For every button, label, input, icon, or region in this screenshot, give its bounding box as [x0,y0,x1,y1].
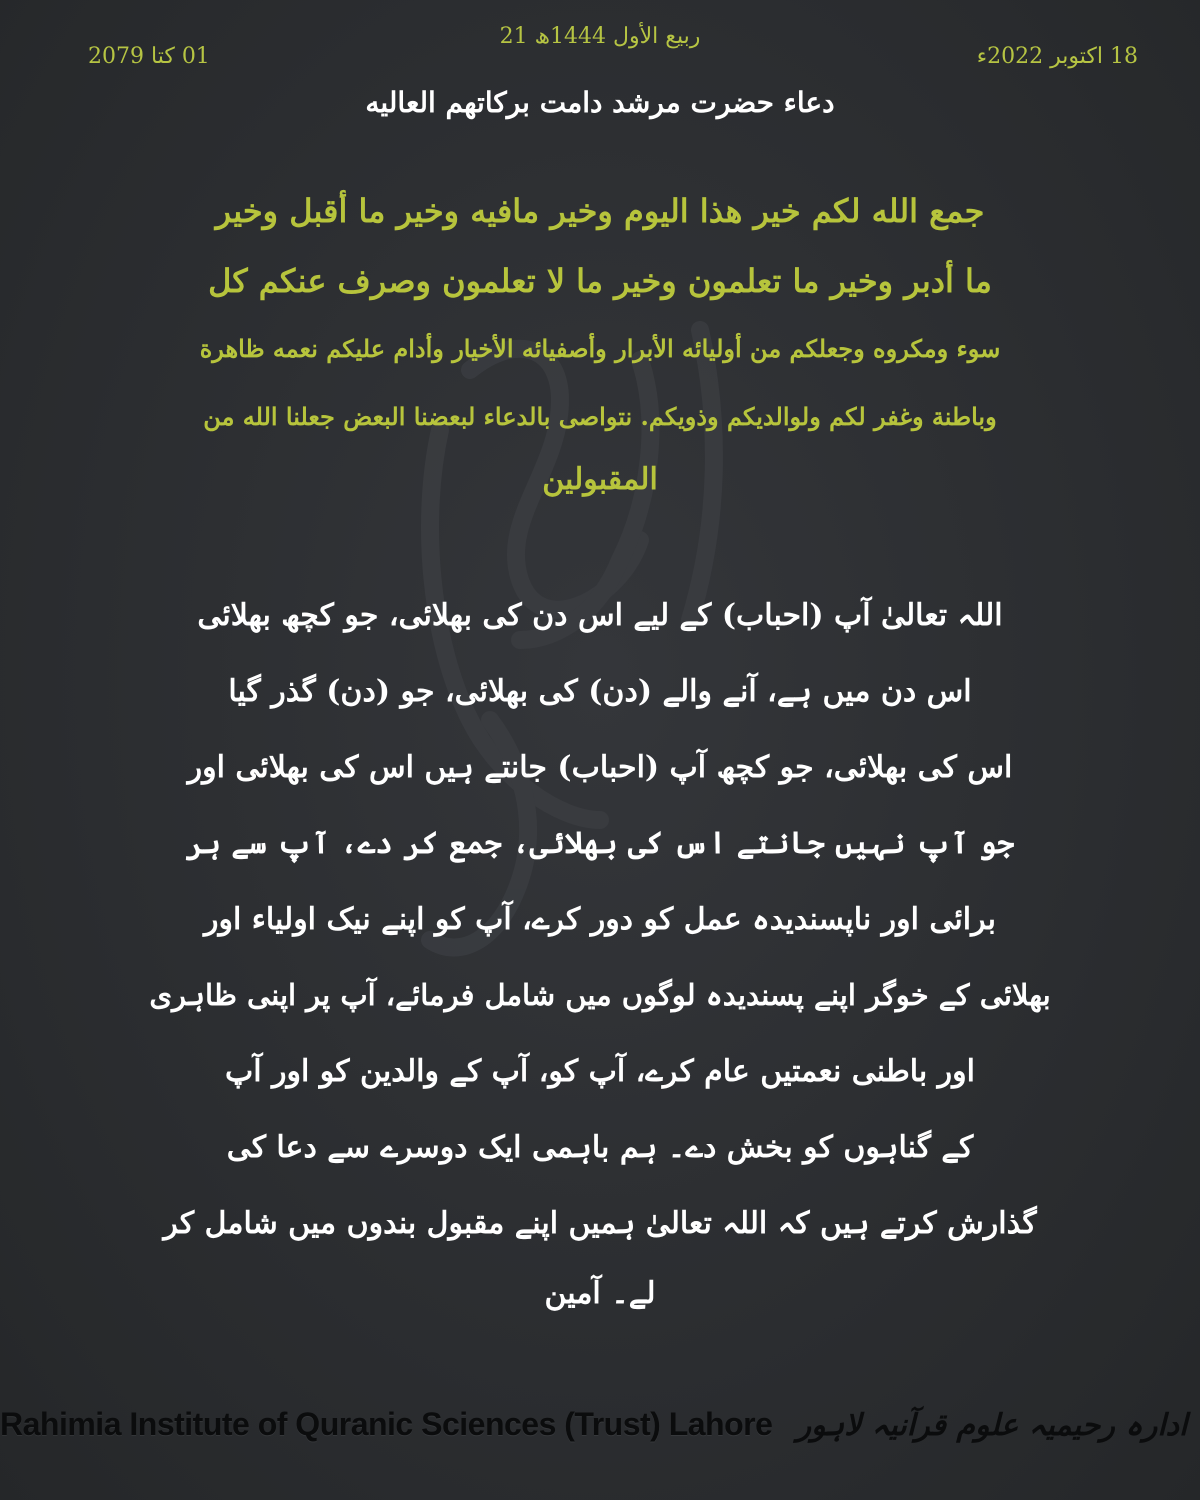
urdu-line: جو آپ نہیں جانتے اس کی بھلائی، جمع کر دے، آپ سے ہر [185,826,1015,861]
institute-name-english: Rahimia Institute of Quranic Sciences (Trust) Lahore [0,1406,773,1442]
institute-logo-text: ادارہ رحیمیہ علوم قرآنیہ لاہور [796,1408,1188,1443]
institute-logo [792,1398,1192,1468]
urdu-line: برائی اور ناپسندیدہ عمل کو دور کرے، آپ کو اپنے نیک اولیاء اور [204,902,996,937]
arabic-line: المقبولين [542,462,658,497]
urdu-line: اس دن میں ہے، آنے والے (دن) کی بھلائی، جو (دن) گذر گیا [228,674,972,709]
arabic-line: وباطنة وغفر لكم ولوالديكم وذويكم. نتواصى بالدعاء لبعضنا البعض جعلنا الله من [203,402,997,431]
gregorian-date: 18 اکتوبر 2022ء [976,44,1138,69]
arabic-line: سوء ومكروه وجعلكم من أوليائه الأبرار وأصفيائه الأخيار وأدام عليكم نعمه ظاهرة [199,334,1001,363]
arabic-line: ما أدبر وخير ما تعلمون وخير ما لا تعلمون وصرف عنكم كل [208,262,992,300]
urdu-line: بھلائی کے خوگر اپنے پسندیدہ لوگوں میں شامل فرمائے، آپ پر اپنی ظاہری [149,978,1051,1012]
arabic-line: جمع الله لكم خير هذا اليوم وخير مافيه وخير ما أقبل وخير [215,192,985,230]
urdu-line: اس کی بھلائی، جو کچھ آپ (احباب) جانتے ہیں اس کی بھلائی اور [187,750,1013,785]
hijri-date: 21 ربیع الأول 1444ھ [499,24,701,49]
urdu-line: اور باطنی نعمتیں عام کرے، آپ کو، آپ کے والدین کو اور آپ [225,1054,975,1089]
dua-heading: دعاء حضرت مرشد دامت برکاتهم العالیه [365,86,835,119]
urdu-line: گذارش کرتے ہیں کہ اللہ تعالیٰ ہمیں اپنے مقبول بندوں میں شامل کر [163,1206,1037,1241]
desi-date: 01 کتا 2079 [88,44,210,69]
urdu-line: کے گناہوں کو بخش دے۔ ہم باہمی ایک دوسرے سے دعا کی [226,1130,974,1165]
urdu-line: لے۔ آمین [544,1276,656,1311]
urdu-line: اللہ تعالیٰ آپ (احباب) کے لیے اس دن کی بھلائی، جو کچھ بھلائی [197,598,1003,633]
